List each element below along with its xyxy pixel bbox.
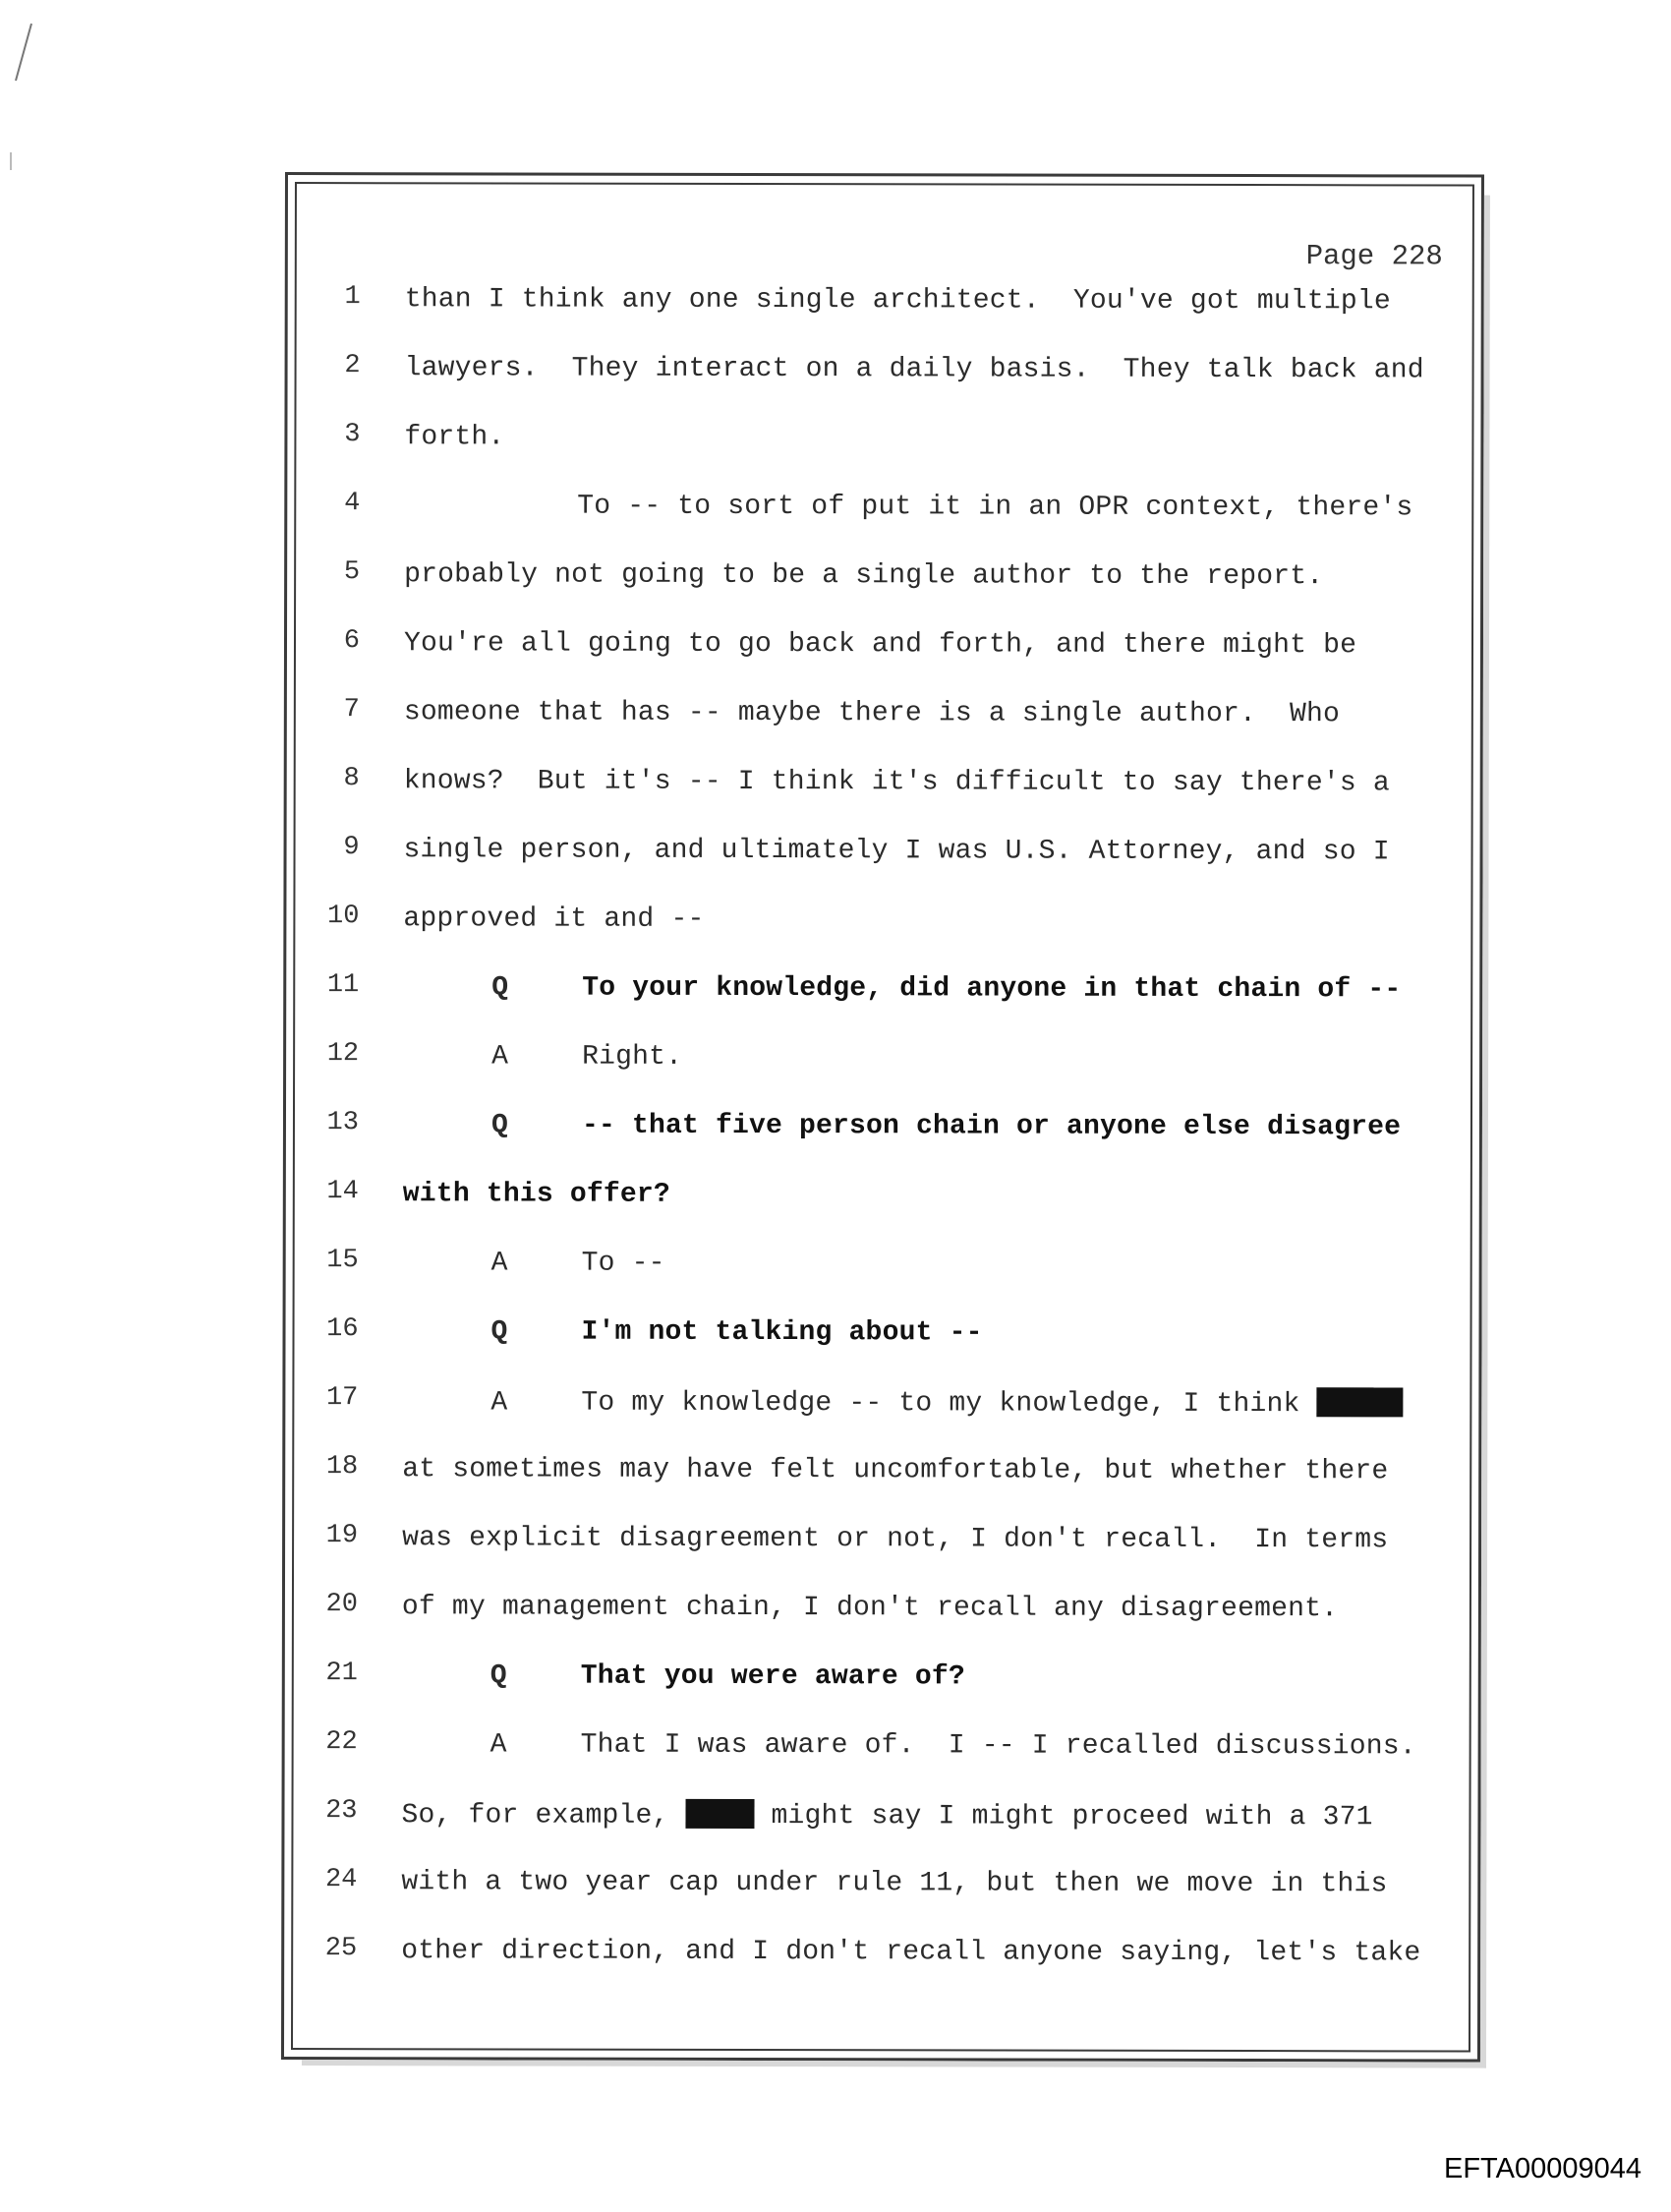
- question-text: To your knowledge, did anyone in that chain of --: [582, 972, 1402, 1006]
- line-text: [402, 1316, 982, 1348]
- line-number: 24: [324, 1865, 358, 1895]
- line-number: 13: [326, 1108, 360, 1138]
- transcript-line: [295, 902, 1470, 972]
- frame-shadow: [302, 2060, 1486, 2068]
- line-text: [404, 422, 504, 452]
- line-number: 1: [344, 282, 361, 313]
- line-content: of my management chain, I don't recall any disagreement.: [401, 1592, 1339, 1625]
- line-text: [404, 766, 1390, 798]
- transcript-line: [296, 489, 1471, 559]
- answer-text: To my knowledge -- to my knowledge, I think: [581, 1387, 1317, 1421]
- line-number: 22: [325, 1727, 358, 1758]
- line-text: [402, 1660, 965, 1692]
- redaction-block: [1316, 1387, 1403, 1417]
- answer-marker: A: [491, 1041, 509, 1073]
- line-text: [401, 1936, 1420, 1968]
- line-text: [405, 284, 1391, 317]
- line-number: 16: [326, 1314, 359, 1345]
- transcript-line: [295, 1177, 1470, 1248]
- line-number: 17: [325, 1383, 359, 1414]
- line-content: So, for example,: [401, 1800, 686, 1832]
- transcript-line: [294, 1590, 1469, 1660]
- line-text: [403, 903, 704, 935]
- line-text: [402, 1523, 1388, 1555]
- transcript-line: [294, 1521, 1469, 1592]
- transcript-line: [295, 970, 1470, 1041]
- line-content: was explicit disagreement or not, I don't recall. In terms: [402, 1523, 1389, 1556]
- line-text: [403, 972, 1401, 1005]
- transcript-frame: [281, 172, 1484, 2063]
- line-text: [402, 1592, 1338, 1624]
- line-text: [404, 697, 1340, 729]
- line-content: forth.: [404, 422, 505, 453]
- line-content: approved it and --: [403, 903, 705, 935]
- transcript-line: [296, 764, 1471, 835]
- line-content: might say I might proceed with a 371: [754, 1801, 1373, 1834]
- line-text: [403, 1041, 682, 1073]
- answer-marker: A: [490, 1387, 508, 1419]
- question-text: with this offer?: [402, 1179, 670, 1210]
- line-text: [402, 1385, 1403, 1420]
- transcript-line: [296, 626, 1471, 697]
- answer-marker: A: [490, 1729, 507, 1761]
- stray-mark: [10, 152, 12, 170]
- line-number: 5: [343, 557, 361, 588]
- line-number: 10: [326, 902, 360, 932]
- line-text: [405, 353, 1424, 385]
- line-content: knows? But it's -- I think it's difficult to say there's a: [403, 766, 1390, 799]
- document-id: EFTA00009044: [1444, 2153, 1642, 2184]
- line-number: 7: [343, 695, 360, 726]
- line-text: [402, 1454, 1388, 1486]
- question-marker: Q: [490, 1110, 509, 1141]
- line-number: 25: [324, 1934, 358, 1964]
- line-content: lawyers. They interact on a daily basis. They talk back and: [404, 353, 1424, 386]
- line-text: [401, 1867, 1387, 1899]
- line-text: [404, 491, 1412, 523]
- transcript-page: [291, 182, 1474, 2053]
- transcript-line: [296, 557, 1471, 628]
- question-marker: Q: [490, 1316, 508, 1348]
- answer-text: That I was aware of. I -- I recalled discussions.: [580, 1729, 1416, 1763]
- line-content: To -- to sort of put it in an OPR context, there's: [577, 491, 1413, 524]
- line-number: 3: [344, 420, 361, 450]
- transcript-line: [297, 282, 1472, 353]
- line-text: [404, 628, 1356, 661]
- line-number: 11: [326, 970, 360, 1001]
- transcript-line: [295, 1108, 1470, 1179]
- line-number: 6: [343, 626, 361, 657]
- line-number: 23: [325, 1796, 358, 1827]
- line-number: 18: [325, 1452, 359, 1483]
- question-marker: Q: [490, 1660, 507, 1692]
- answer-text: Right.: [582, 1041, 683, 1073]
- line-number: 19: [325, 1521, 359, 1551]
- transcript-line: [295, 1246, 1470, 1316]
- line-number: 9: [343, 833, 360, 863]
- line-text: [403, 1248, 665, 1279]
- transcript-line: [293, 1934, 1469, 2005]
- transcript-line: [295, 1039, 1470, 1110]
- line-number: 2: [344, 351, 361, 381]
- line-text: [403, 1110, 1401, 1142]
- line-content: at sometimes may have felt uncomfortable, but whether there: [402, 1454, 1389, 1487]
- line-text: [402, 1729, 1416, 1762]
- transcript-line: [294, 1452, 1469, 1523]
- question-marker: Q: [491, 972, 509, 1004]
- line-number: 21: [325, 1659, 358, 1689]
- transcript-line: [295, 833, 1470, 903]
- transcript-lines: [297, 282, 1472, 1969]
- transcript-line: [293, 1796, 1469, 1867]
- line-content: other direction, and I don't recall anyone saying, let's take: [401, 1936, 1421, 1969]
- transcript-line: [294, 1383, 1469, 1454]
- transcript-line: [296, 351, 1471, 422]
- transcript-line: [294, 1727, 1469, 1798]
- answer-marker: A: [490, 1248, 508, 1279]
- line-number: 8: [343, 764, 360, 794]
- transcript-line: [293, 1865, 1469, 1936]
- line-content: someone that has -- maybe there is a single author. Who: [403, 697, 1341, 730]
- line-content: You're all going to go back and forth, and there might be: [403, 628, 1357, 662]
- line-number: 12: [326, 1039, 360, 1070]
- page-number: Page 228: [1305, 240, 1443, 273]
- frame-shadow: [1480, 196, 1490, 2068]
- question-text: -- that five person chain or anyone else disagree: [581, 1110, 1402, 1143]
- line-content: single person, and ultimately I was U.S. Attorney, and so I: [403, 835, 1390, 868]
- line-content: than I think any one single architect. You've got multiple: [404, 284, 1391, 318]
- transcript-line: [296, 695, 1471, 766]
- line-text: [401, 1798, 1372, 1833]
- line-text: [403, 1179, 670, 1210]
- line-number: 4: [344, 489, 361, 519]
- line-number: 14: [326, 1177, 359, 1207]
- answer-text: To --: [581, 1248, 665, 1279]
- line-content: probably not going to be a single author to the report.: [404, 559, 1324, 593]
- line-text: [404, 559, 1323, 592]
- redaction-block: [686, 1799, 755, 1829]
- question-text: That you were aware of?: [580, 1660, 965, 1693]
- transcript-line: [294, 1659, 1469, 1729]
- transcript-line: [294, 1314, 1469, 1385]
- stray-pen-mark: [10, 20, 39, 88]
- transcript-line: [296, 420, 1471, 491]
- line-content: with a two year cap under rule 11, but then we move in this: [401, 1867, 1388, 1900]
- line-text: [404, 835, 1390, 867]
- line-number: 20: [325, 1590, 358, 1620]
- question-text: I'm not talking about --: [581, 1316, 983, 1349]
- line-number: 15: [326, 1246, 359, 1276]
